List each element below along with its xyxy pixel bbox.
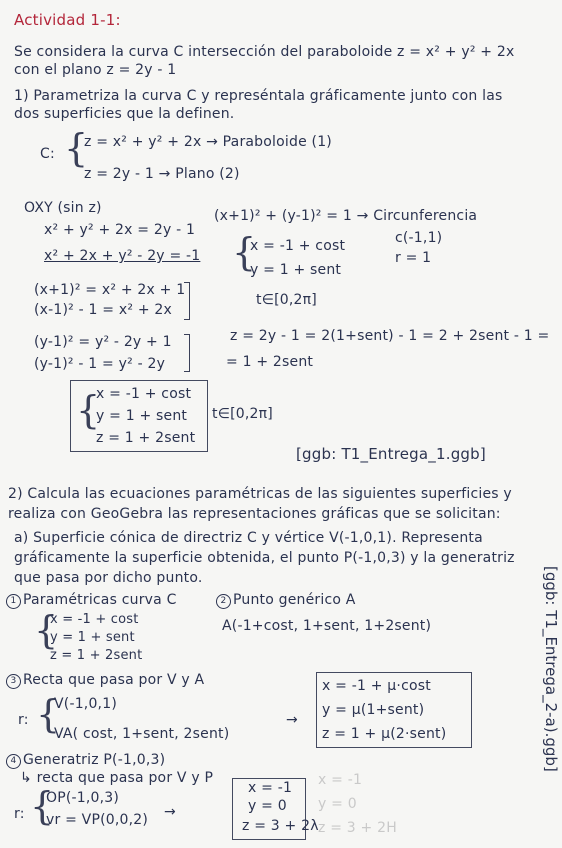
step-1-brace: { bbox=[34, 608, 59, 652]
activity-title: Actividad 1-1: bbox=[14, 11, 121, 29]
step-3-heading bbox=[6, 672, 204, 689]
direction-VA: VA( cost, 1+sent, 2sent) bbox=[54, 726, 230, 742]
circle-center: c(-1,1) bbox=[395, 230, 443, 246]
bracket-x bbox=[184, 282, 190, 320]
curve-label: C: bbox=[40, 146, 55, 162]
circle-equation: (x+1)² + (y-1)² = 1 → Circunferencia bbox=[214, 208, 478, 224]
step-4-label: Generatriz P(-1,0,3) bbox=[23, 752, 166, 768]
step-1-label: Paramétricas curva C bbox=[23, 592, 177, 608]
step-1-z: z = 1 + 2sent bbox=[50, 648, 143, 663]
generatrix-z: z = 3 + 2λ bbox=[242, 818, 319, 834]
step-3-arrow: → bbox=[286, 712, 298, 728]
cone-y: y = μ(1+sent) bbox=[322, 702, 425, 718]
question-2a-line-1: a) Superficie cónica de directriz C y vértice V(-1,0,1). Representa bbox=[14, 530, 483, 546]
system-eq-paraboloid: z = x² + y² + 2x → Paraboloide (1) bbox=[84, 134, 332, 150]
result-range: t∈[0,2π] bbox=[212, 406, 273, 422]
param-x: x = -1 + cost bbox=[250, 238, 346, 254]
step-4-subheading: ↳ recta que pasa por V y P bbox=[20, 770, 214, 786]
step-2-label: Punto genérico A bbox=[233, 592, 356, 608]
vertex-V: V(-1,0,1) bbox=[54, 696, 117, 712]
result-brace: { bbox=[76, 388, 101, 432]
step-4-brace: { bbox=[30, 784, 55, 828]
param-range: t∈[0,2π] bbox=[256, 292, 317, 308]
z-calc-line-2: = 1 + 2sent bbox=[226, 354, 314, 370]
system-eq-plane: z = 2y - 1 → Plano (2) bbox=[84, 166, 240, 182]
question-2-line-2: realiza con GeoGebra las representaciones gráficas que se solicitan: bbox=[8, 506, 501, 522]
geogebra-file-1: [ggb: T1_Entrega_1.ggb] bbox=[296, 445, 486, 463]
question-2a-line-2: gráficamente la superficie obtenida, el punto P(-1,0,3) y la generatriz bbox=[14, 550, 515, 566]
cone-z: z = 1 + μ(2·sent) bbox=[322, 726, 447, 742]
work-line-5: (y-1)² = y² - 2y + 1 bbox=[34, 334, 172, 350]
geogebra-file-2: [ggb: T1_Entrega_2-a).ggb] bbox=[542, 566, 560, 772]
work-line-3: (x+1)² = x² + 2x + 1 bbox=[34, 282, 186, 298]
circle-radius: r = 1 bbox=[395, 250, 432, 266]
step-2-heading bbox=[216, 592, 356, 609]
step-1-number: 1 bbox=[6, 594, 21, 609]
generic-point-A: A(-1+cost, 1+sent, 1+2sent) bbox=[222, 618, 432, 634]
generatrix-r-label: r: bbox=[14, 806, 25, 822]
result-x: x = -1 + cost bbox=[96, 386, 192, 402]
generatrix-y: y = 0 bbox=[248, 798, 287, 814]
step-4-number: 4 bbox=[6, 754, 21, 769]
bleed-through-y: y = 0 bbox=[318, 796, 357, 812]
step-1-y: y = 1 + sent bbox=[50, 630, 135, 645]
work-line-6: (y-1)² - 1 = y² - 2y bbox=[34, 356, 166, 372]
bleed-through-z: z = 3 + 2H bbox=[318, 820, 397, 836]
step-1-x: x = -1 + cost bbox=[50, 612, 139, 627]
bleed-through-x: x = -1 bbox=[318, 772, 363, 788]
bracket-y bbox=[184, 334, 190, 372]
work-line-4: (x-1)² - 1 = x² + 2x bbox=[34, 302, 172, 318]
step-4-heading bbox=[6, 752, 165, 769]
line-r-label: r: bbox=[18, 712, 29, 728]
work-line-1: x² + y² + 2x = 2y - 1 bbox=[44, 222, 196, 238]
work-line-2: x² + 2x + y² - 2y = -1 bbox=[44, 248, 201, 264]
projection-label: OXY (sin z) bbox=[24, 200, 102, 216]
step-4-arrow: → bbox=[164, 804, 176, 820]
cone-x: x = -1 + μ·cost bbox=[322, 678, 431, 694]
intro-line-2: con el plano z = 2y - 1 bbox=[14, 62, 177, 78]
question-2-line-1: 2) Calcula las ecuaciones paramétricas de las siguientes superficies y bbox=[8, 486, 512, 502]
step-3-label: Recta que pasa por V y A bbox=[23, 672, 205, 688]
z-calc-line-1: z = 2y - 1 = 2(1+sent) - 1 = 2 + 2sent - 1 = bbox=[230, 328, 550, 344]
question-2a-line-3: que pasa por dicho punto. bbox=[14, 570, 203, 586]
intro-line-1: Se considera la curva C intersección del paraboloide z = x² + y² + 2x bbox=[14, 44, 515, 60]
step-1-heading bbox=[6, 592, 177, 609]
direction-VP: vr = VP(0,0,2) bbox=[46, 812, 149, 828]
step-3-brace: { bbox=[36, 692, 61, 736]
step-3-number: 3 bbox=[6, 674, 21, 689]
result-z: z = 1 + 2sent bbox=[96, 430, 196, 446]
generatrix-x: x = -1 bbox=[248, 780, 293, 796]
step-2-number: 2 bbox=[216, 594, 231, 609]
question-1-line-1: 1) Parametriza la curva C y represéntala gráficamente junto con las bbox=[14, 88, 503, 104]
param-brace: { bbox=[232, 230, 257, 274]
param-y: y = 1 + sent bbox=[250, 262, 342, 278]
result-y: y = 1 + sent bbox=[96, 408, 188, 424]
question-1-line-2: dos superficies que la definen. bbox=[14, 106, 235, 122]
point-P: OP(-1,0,3) bbox=[46, 790, 120, 806]
system-brace: { bbox=[64, 126, 89, 170]
